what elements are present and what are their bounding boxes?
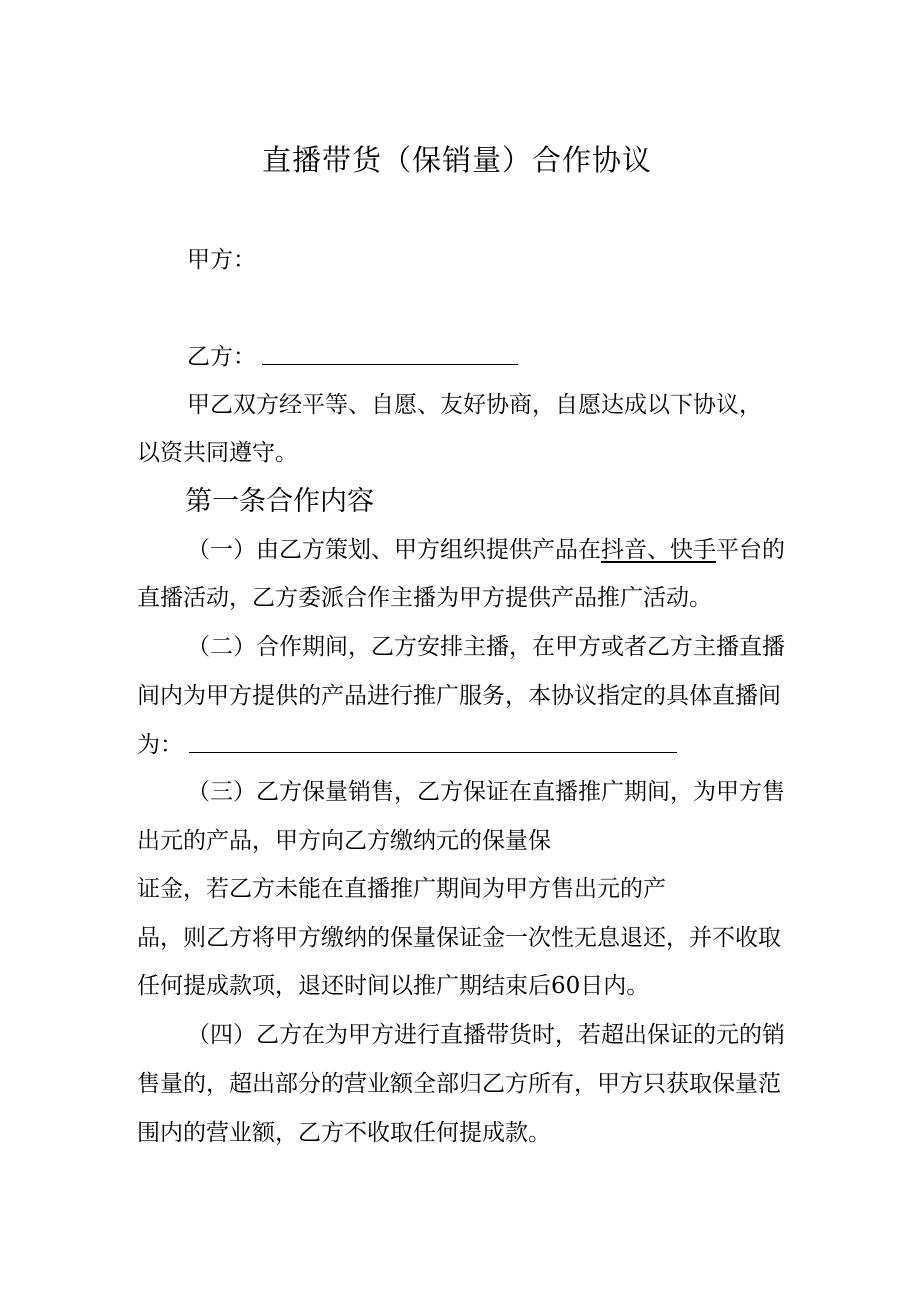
clause-2-line-1: （二）合作期间，乙方安排主播，在甲方或者乙方主播直播 bbox=[187, 634, 785, 660]
clause-2-line-2: 间内为甲方提供的产品进行推广服务，本协议指定的具体直播间 bbox=[137, 683, 781, 709]
clause-4-line-2: 售量的，超出部分的营业额全部归乙方所有，甲方只获取保量范 bbox=[137, 1071, 781, 1097]
clause-3-line-1: （三）乙方保量销售，乙方保证在直播推广期间，为甲方售 bbox=[187, 779, 785, 805]
clause-2-line-3: 为： bbox=[137, 732, 183, 758]
live-room-blank-line bbox=[189, 728, 677, 753]
clause-1-prefix: （一）由乙方策划、甲方组织提供产品在 bbox=[187, 537, 601, 563]
clause-1-line-2: 直播活动，乙方委派合作主播为甲方提供产品推广活动。 bbox=[137, 585, 712, 611]
clause-3-line-2: 出元的产品，甲方向乙方缴纳元的保量保 bbox=[137, 828, 551, 854]
clause-3-line-3: 证金，若乙方未能在直播推广期间为甲方售出元的产 bbox=[137, 876, 666, 902]
clause-3-line-4: 品，则乙方将甲方缴纳的保量保证金一次性无息退还，并不收取 bbox=[137, 925, 781, 951]
clause-4-line-1: （四）乙方在为甲方进行直播带货时，若超出保证的元的销 bbox=[187, 1022, 785, 1048]
intro-line-1: 甲乙双方经平等、自愿、友好协商，自愿达成以下协议， bbox=[187, 392, 762, 418]
document-title: 直播带货（保销量）合作协议 bbox=[262, 143, 653, 177]
clause-1-line-1 bbox=[187, 539, 785, 562]
party-a-label: 甲方： bbox=[187, 247, 256, 273]
party-b-blank-line bbox=[262, 340, 518, 365]
platforms-text: 抖音、快手 bbox=[601, 537, 716, 563]
clause-1-suffix: 平台的 bbox=[716, 537, 785, 563]
clause-4-line-3: 围内的营业额，乙方不收取任何提成款。 bbox=[137, 1120, 551, 1146]
party-b-label: 乙方： bbox=[187, 344, 256, 370]
article-1-heading: 第一条合作内容 bbox=[185, 486, 374, 517]
intro-line-2: 以资共同遵守。 bbox=[137, 440, 298, 466]
clause-3-line-5: 任何提成款项，退还时间以推广期结束后60日内。 bbox=[137, 973, 650, 999]
